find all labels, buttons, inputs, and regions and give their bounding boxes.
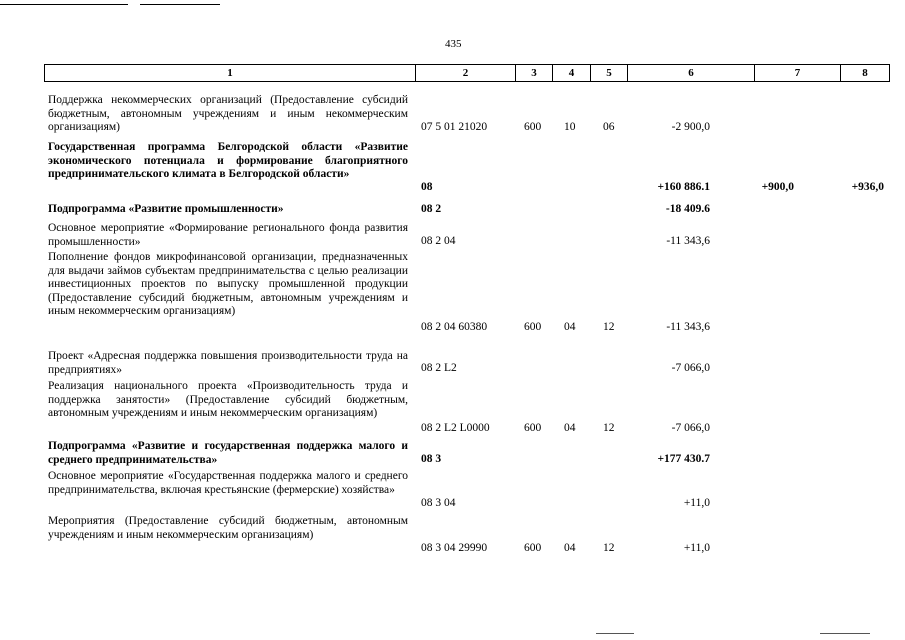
row-col-5: 12 [603,422,615,434]
row-code: 08 2 04 60380 [421,321,488,333]
row-col-3: 600 [524,542,542,554]
row-col-4: 10 [564,121,576,133]
row-col-6: +160 886.1 [657,181,710,193]
row-col-8: +936,0 [851,181,884,193]
row-col-3: 600 [524,121,542,133]
row-col-6: +11,0 [683,542,710,554]
row-col-5: 12 [603,321,615,333]
header-col-4: 4 [552,65,590,81]
row-col-7: +900,0 [761,181,794,193]
table-header [44,64,890,82]
header-col-3: 3 [515,65,552,81]
header-col-8: 8 [840,65,889,81]
row-col-4: 04 [564,542,576,554]
row-code: 08 2 L2 [421,362,457,374]
row-description: Реализация национального проекта «Производительность труда и поддержка занятости» (Предоставление субсидий бюджетным, автономным учреждениям и иным некоммерческим организациям) [48,380,408,420]
row-code: 08 3 04 [421,497,456,509]
row-col-6: -7 066,0 [671,362,710,374]
header-col-5: 5 [590,65,627,81]
header-col-2: 2 [415,65,515,81]
row-code: 08 2 [421,203,442,215]
row-description: Основное мероприятие «Формирование регионального фонда развития промышленности» [48,222,408,248]
row-code: 08 2 04 [421,235,456,247]
top-rule-right [140,4,220,5]
row-col-5: 06 [603,121,615,133]
row-col-6: -18 409.6 [665,203,710,215]
row-col-6: +11,0 [683,497,710,509]
header-col-6: 6 [627,65,754,81]
page-number: 435 [445,38,462,50]
row-code: 07 5 01 21020 [421,121,488,133]
row-code: 08 3 04 29990 [421,542,488,554]
row-description: Пополнение фондов микрофинансовой организации, предназначенных для выдачи займов субъектам предпринимательства с целью реализации инвестиционных проектов по выпуску промышленной продукции (Предоставление субсидий бюджетным, автономным учреждениям и иным некоммерческим организациям) [48,251,408,318]
row-col-6: -7 066,0 [671,422,710,434]
row-col-3: 600 [524,422,542,434]
row-description: Основное мероприятие «Государственная поддержка малого и среднего предпринимательства, включая крестьянские (фермерские) хозяйства» [48,470,408,496]
row-col-6: -2 900,0 [671,121,710,133]
row-description: Проект «Адресная поддержка повышения производительности труда на предприятиях» [48,350,408,376]
row-col-6: -11 343,6 [666,235,710,247]
header-col-1: 1 [227,67,233,79]
row-description: Подпрограмма «Развитие и государственная поддержка малого и среднего предпринимательства» [48,440,408,466]
row-col-6: -11 343,6 [666,321,710,333]
row-description: Поддержка некоммерческих организаций (Предоставление субсидий бюджетным, автономным учреждениям и иным некоммерческим организациям) [48,94,408,134]
row-col-3: 600 [524,321,542,333]
row-col-6: +177 430.7 [657,453,710,465]
row-description: Мероприятия (Предоставление субсидий бюджетным, автономным учреждениям и иным некоммерческим организациям) [48,515,408,541]
footer-rule-right [820,633,870,634]
row-description: Государственная программа Белгородской области «Развитие экономического потенциала и формирование благоприятного предпринимательского климата в Белгородской области» [48,141,408,181]
row-code: 08 [421,181,433,193]
row-col-4: 04 [564,321,576,333]
row-code: 08 3 [421,453,442,465]
top-rule-left [0,4,128,5]
row-code: 08 2 L2 L0000 [421,422,490,434]
row-description: Подпрограмма «Развитие промышленности» [48,203,284,215]
header-col-7: 7 [754,65,840,81]
row-col-4: 04 [564,422,576,434]
footer-rule-left [596,633,634,634]
row-col-5: 12 [603,542,615,554]
